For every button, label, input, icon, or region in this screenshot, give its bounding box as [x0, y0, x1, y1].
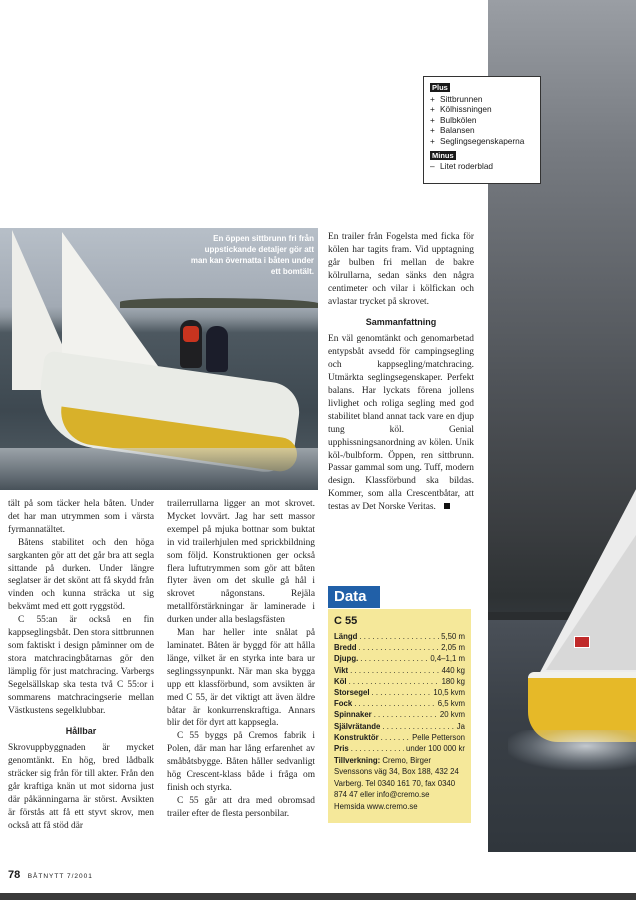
- data-value: 2,05 m: [441, 643, 465, 653]
- data-row: [334, 631, 465, 642]
- crew-member: [180, 320, 202, 368]
- paragraph: tält på som täcker hela båten. Under det har man utrymmen som i värsta fyrmannatältet.: [8, 499, 154, 535]
- article-column-3: [328, 231, 474, 514]
- paragraph: En väl genomtänkt och genomarbetad entypsbåt avsedd för campingsegling och kappsegling/matchracing. Utmärkta seglingsegenskaper. Perfekt balans. Har lyckats förena jollens livlighet och roliga segling med god stabilitet bland annat tack vare en djup tung köl. Genial upphissningsanordning av kölen. Unik köl-/bulbform. Öppen, ren sittbrunn. Passar gammal som ung. Tuff, modern design. Klassförbund ska bildas. Kommer, som alla Crescentbåtar, att testas av Det Norske Veritas.: [328, 334, 474, 513]
- data-row: [334, 687, 465, 698]
- data-rows: [334, 631, 465, 754]
- section-heading: Hållbar: [65, 726, 97, 737]
- data-value: 6,5 kvm: [437, 699, 465, 709]
- data-key: Djupg.: [334, 654, 359, 664]
- data-value: under 100 000 kr: [406, 744, 465, 754]
- minus-list: [430, 161, 534, 172]
- data-value: Ja: [456, 721, 465, 731]
- data-value: 440 kg: [441, 665, 465, 675]
- page-number: 78: [8, 869, 21, 881]
- data-key: Bredd: [334, 643, 357, 653]
- jib-sail: [546, 520, 636, 670]
- data-row: [334, 743, 465, 754]
- leader-dots: [381, 732, 410, 743]
- data-row: [334, 665, 465, 676]
- plus-minus-box: [423, 76, 541, 184]
- leader-dots: [359, 642, 440, 653]
- data-box: [328, 609, 471, 823]
- end-of-article-mark: [444, 503, 450, 509]
- data-value: Pelle Petterson: [412, 732, 465, 742]
- data-tillverkning: Tillverkning: Cremo, Birger Svenssons väg 34, Box 188, 432 24 Varberg. Tel 0340 161 70, fax 0340 874 47 eller info@cremo.se: [334, 756, 459, 799]
- leader-dots: [354, 698, 436, 709]
- data-row: [334, 642, 465, 653]
- data-row: [334, 676, 465, 687]
- paragraph: trailerrullarna ligger an mot skrovet. Mycket lovvärt. Jag har sett massor exempel på mjuka bottnar som buktat in vid trailerhjulen med sprickbildning som följd. Konstruktionen ger också flera luftutrymmen som gör att båten flyter även om det skulle gå hål i skrovet någonstans. Rejäla metallförstärkningar är laminerade i durken under alla beslagsfästen: [167, 499, 315, 626]
- leader-dots: [351, 743, 404, 754]
- leader-dots: [350, 665, 439, 676]
- plus-item: + Kölhissningen: [430, 104, 492, 115]
- data-value: 5,50 m: [441, 632, 465, 641]
- leader-dots: [382, 721, 454, 732]
- data-row: [334, 721, 465, 732]
- article-column-1: [8, 498, 154, 833]
- data-hemsida: Hemsida www.cremo.se: [334, 802, 418, 812]
- leader-dots: [359, 631, 439, 642]
- crew-member: [206, 326, 228, 372]
- paragraph: C 55:an är också en fin kappseglingsbåt. Den stora sittbrunnen som faktiskt i design påminner om de stora matchracingbåtarnas gör den lämplig för just matchracing. Varbergs Segelsällskap ska testa två C 55:or i sommarens matchracingserie mellan Västkustens segelklubbar.: [8, 615, 154, 716]
- article-column-2: [167, 498, 315, 821]
- plus-tag: Plus: [432, 83, 448, 92]
- data-key: Vikt: [334, 665, 349, 675]
- data-key: Fock: [334, 699, 353, 709]
- page-footer: [8, 865, 93, 883]
- minus-tag: Minus: [432, 150, 454, 160]
- leader-dots: [374, 709, 438, 720]
- plus-item: + Bulbkölen: [430, 114, 477, 125]
- data-value: 20 kvm: [439, 710, 465, 720]
- section-heading: Sammanfattning: [365, 317, 437, 328]
- data-key: Spinnaker: [334, 710, 372, 720]
- data-key: Längd: [334, 632, 358, 641]
- data-value: 0,4–1,1 m: [430, 654, 465, 664]
- data-value: 10,5 kvm: [433, 688, 465, 698]
- leader-dots: [349, 676, 440, 687]
- leader-dots: [372, 687, 432, 698]
- plus-list: [430, 94, 534, 147]
- sail-logo: [574, 636, 590, 648]
- data-row: [334, 698, 465, 709]
- magazine-issue: BÅTNYTT 7/2001: [27, 873, 93, 880]
- leader-dots: [360, 653, 428, 664]
- photo-caption: En öppen sittbrunn fri från uppstickande detaljer gör att man kan övernatta i båten under ett bomtält.: [190, 234, 314, 276]
- water-spray: [508, 730, 636, 770]
- data-key: Självrätande: [334, 721, 381, 731]
- plus-item: + Seglingsegenskaperna: [430, 135, 525, 146]
- data-row: [334, 732, 465, 743]
- data-key: Storsegel: [334, 688, 370, 698]
- paragraph: Skrovuppbyggnaden är mycket genomtänkt. En hög, bred lådbalk sträcker sig från för till akter. Från den går kraftiga knän ut mot sidorna just där påkänningarna är störst. Avsikten är förstås att få ett styvt skrov, men också att få stöd där: [8, 743, 154, 831]
- data-value: 180 kg: [441, 676, 465, 686]
- paragraph: Båtens stabilitet och den höga sargkanten gör att det går bra att segla sittande på durken. Under längre seglatser är det skönt att få skydd från vinden och kunna sträcka ut sig bekvämt med ett gott ryggstöd.: [8, 537, 154, 613]
- data-row: [334, 709, 465, 720]
- data-key: Pris: [334, 744, 349, 754]
- data-key: Konstruktör: [334, 732, 379, 742]
- paragraph: C 55 går att dra med obromsad trailer efter de flesta personbilar.: [167, 795, 315, 819]
- wake: [0, 448, 318, 490]
- data-key: Köl: [334, 676, 347, 686]
- plus-item: + Sittbrunnen: [430, 93, 483, 104]
- minus-item: – Litet roderblad: [430, 161, 494, 172]
- paragraph: Man har heller inte snålat på laminatet. Båten är byggd för att hålla länge, vilket är en styrka inte bara ur seglingssynpunkt. När man ska bygga upp ett klassförbund, som avsikten är med C 55, är det viktigt att även äldre båtar är konkurrenskraftiga. Annars blir det för dyrt att kappsegla.: [167, 628, 315, 729]
- bottom-bar: [0, 893, 636, 900]
- data-model: C 55: [334, 615, 358, 627]
- data-box-title: Data: [328, 586, 380, 608]
- data-row: [334, 653, 465, 664]
- paragraph: En trailer från Fogelsta med ficka för kölen har tagits fram. Vid upptagning går bulben fri mellan de bakre kölrullarna, sedan sänks den några centimeter och vilar i kölfickan och avlastar trycket på skrovet.: [328, 232, 474, 307]
- plus-item: + Balansen: [430, 125, 475, 136]
- paragraph: C 55 byggs på Cremos fabrik i Polen, där man har lång erfarenhet av småbåtsbygge. Båten håller sedvanligt hög Crescent-klass både i fråga om finish och styrka.: [167, 731, 315, 793]
